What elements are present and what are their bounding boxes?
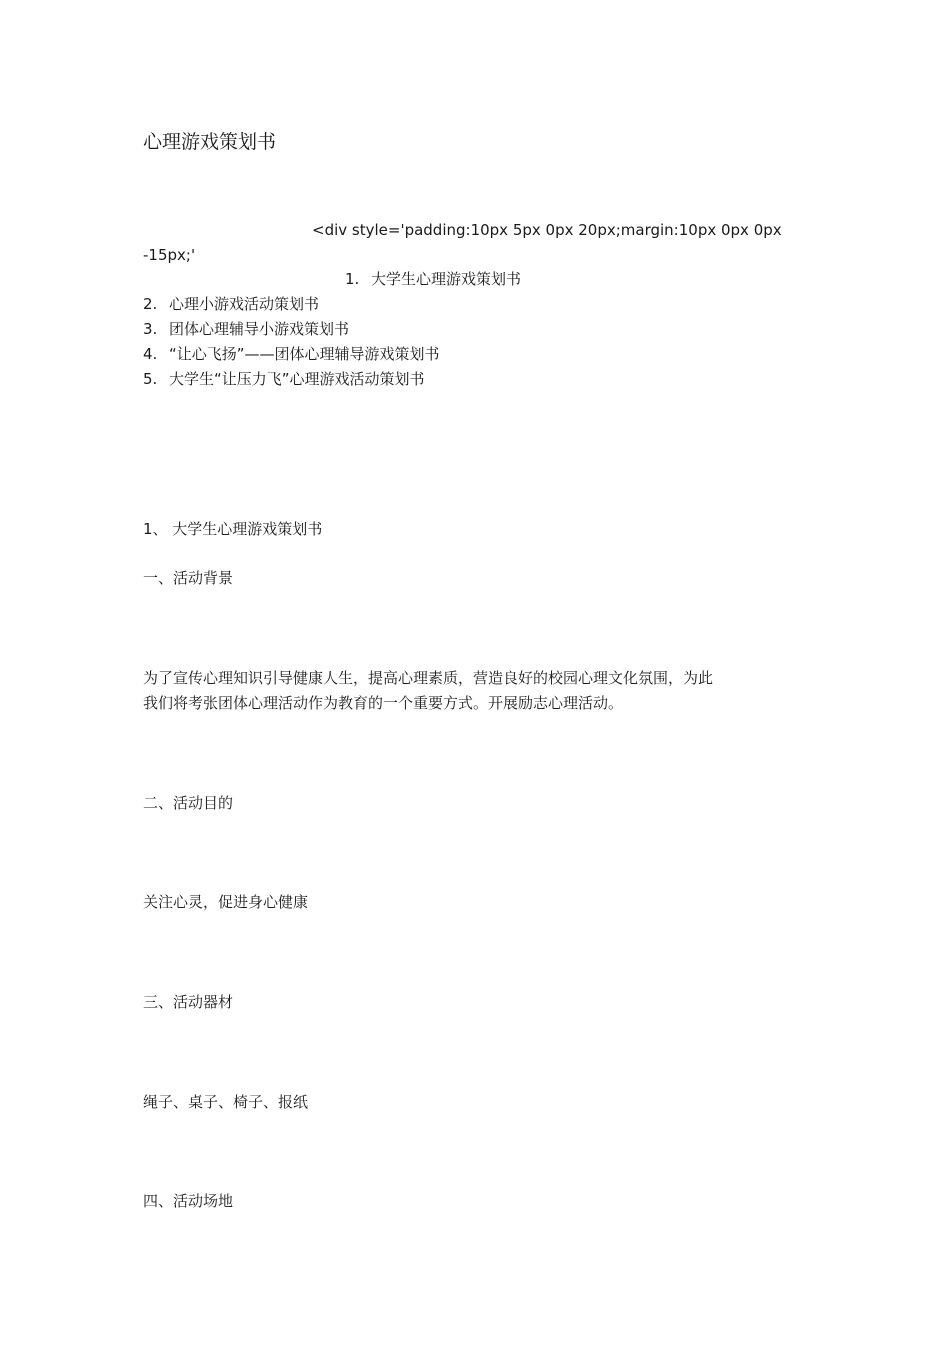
heading-venue: 四、活动场地 bbox=[143, 1192, 234, 1210]
equipment-text: 绳子、桌子、椅子、报纸 bbox=[143, 1093, 309, 1111]
background-paragraph-line-1: 为了宣传心理知识引导健康人生，提高心理素质，营造良好的校园心理文化氛围，为此 bbox=[143, 669, 714, 687]
heading-equipment: 三、活动器材 bbox=[143, 993, 234, 1011]
purpose-text: 关注心灵，促进身心健康 bbox=[143, 893, 309, 911]
toc-item[interactable]: 3. 团体心理辅导小游戏策划书 bbox=[143, 320, 350, 338]
toc-item[interactable]: 4. “让心飞扬”——团体心理辅导游戏策划书 bbox=[143, 345, 440, 363]
heading-background: 一、活动背景 bbox=[143, 569, 234, 587]
section-heading: 1、 大学生心理游戏策划书 bbox=[143, 520, 323, 538]
raw-code-line-2: -15px;' bbox=[143, 246, 196, 264]
toc-item[interactable]: 5. 大学生“让压力飞”心理游戏活动策划书 bbox=[143, 370, 425, 388]
raw-code-line-1: <div style='padding:10px 5px 0px 20px;margin:10px 0px 0px bbox=[312, 221, 782, 239]
toc-item[interactable]: 2. 心理小游戏活动策划书 bbox=[143, 295, 320, 313]
document-title: 心理游戏策划书 bbox=[143, 131, 277, 153]
background-paragraph-line-2: 我们将考张团体心理活动作为教育的一个重要方式。开展励志心理活动。 bbox=[143, 694, 624, 712]
heading-purpose: 二、活动目的 bbox=[143, 794, 234, 812]
toc-item[interactable]: 1. 大学生心理游戏策划书 bbox=[345, 270, 522, 288]
